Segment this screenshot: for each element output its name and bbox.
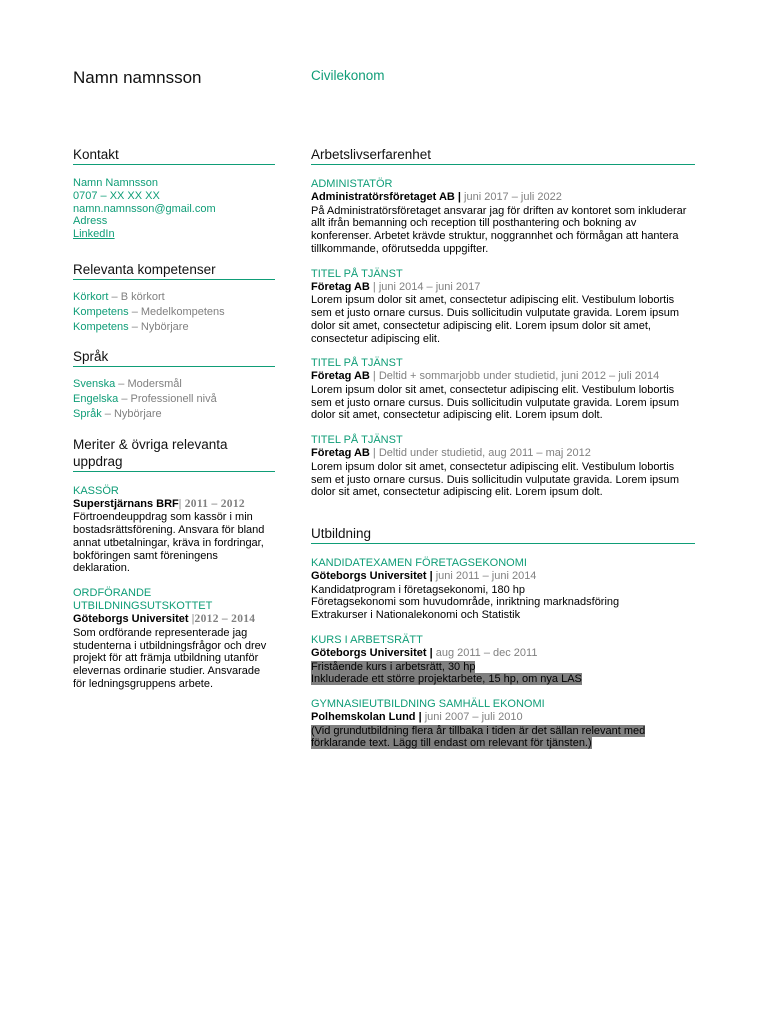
job-org-line: Administratörsföretaget AB | juni 2017 – juli 2022 <box>311 191 562 203</box>
languages-heading: Språk <box>73 348 275 367</box>
experience-heading: Arbetslivserfarenhet <box>311 146 695 165</box>
education-line: Inkluderade ett större projektarbete, 15 hp, om nya LAS <box>311 673 582 686</box>
job-entry <box>311 357 695 422</box>
education-title: KURS I ARBETSRÄTT <box>311 634 423 647</box>
education-entry <box>311 634 695 686</box>
job-entry <box>311 268 695 346</box>
merit-org-line: Göteborgs Universitet |2012 – 2014 <box>73 613 256 626</box>
skill-item: Körkort – B körkort <box>73 290 165 303</box>
education-section <box>311 525 695 750</box>
skills-section <box>73 261 275 334</box>
person-name: Namn namnsson <box>73 68 202 87</box>
education-title: GYMNASIEUTBILDNING SAMHÄLL EKONOMI <box>311 698 545 711</box>
merits-section <box>73 436 275 691</box>
contact-name: Namn Namnsson <box>73 177 158 189</box>
education-entry <box>311 698 695 750</box>
job-title: TITEL PÅ TJÄNST <box>311 434 403 447</box>
education-entry <box>311 557 695 622</box>
contact-section <box>73 146 275 241</box>
skills-heading: Relevanta kompetenser <box>73 261 275 280</box>
job-entry <box>311 178 695 256</box>
job-description: Lorem ipsum dolor sit amet, consectetur adipiscing elit. Vestibulum lobortis sem et justo ornare cursus. Duis sollicitudin vulputate gravida. Lorem ipsum dolor sit amet, consectetur adipiscing elit. Lorem ipsum dolt. <box>311 460 680 499</box>
language-item: Svenska – Modersmål <box>73 378 182 391</box>
skill-item: Kompetens – Nybörjare <box>73 320 189 333</box>
professional-title: Civilekonom <box>311 68 385 83</box>
languages-section <box>73 348 275 421</box>
languages-list <box>73 377 275 421</box>
education-org-line: Polhemskolan Lund | juni 2007 – juli 2010 <box>311 711 523 724</box>
merit-title: KASSÖR <box>73 484 119 497</box>
contact-heading: Kontakt <box>73 146 275 165</box>
education-org-line: Göteborgs Universitet | juni 2011 – juni 2014 <box>311 570 537 583</box>
merit-org-line: Superstjärnans BRF| 2011 – 2012 <box>73 497 245 510</box>
education-line: Företagsekonomi som huvudområde, inriktning marknadsföring <box>311 596 620 609</box>
contact-phone: 0707 – XX XX XX <box>73 189 160 202</box>
merit-entry <box>73 485 275 575</box>
language-item: Engelska – Professionell nivå <box>73 393 217 406</box>
job-title: ADMINISTATÖR <box>311 178 393 190</box>
job-org-line: Företag AB | juni 2014 – juni 2017 <box>311 280 481 293</box>
skills-list <box>73 290 275 334</box>
merits-heading: Meriter & övriga relevanta uppdrag <box>73 436 275 472</box>
job-org-line: Företag AB | Deltid under studietid, aug 2011 – maj 2012 <box>311 447 591 460</box>
contact-email: namn.namnsson@gmail.com <box>73 202 216 215</box>
left-column <box>73 146 275 691</box>
job-org-line: Företag AB | Deltid + sommarjobb under studietid, juni 2012 – juli 2014 <box>311 370 660 383</box>
skill-item: Kompetens – Medelkompetens <box>73 305 225 318</box>
contact-details <box>73 177 275 241</box>
right-column <box>311 146 695 750</box>
job-description: På Administratörsföretaget ansvarar jag för driften av kontoret som inkluderar allt ifrån bemanning och reception till posthantering och bokning av konferenser. Arbetet krävde struktur, noggrannhet och förmågan att hantera tillkommande, oförutsedda uppgifter. <box>311 204 687 255</box>
education-note: (Vid grundutbildning flera år tillbaka i tiden är det sällan relevant med förklarande text. Lägg till endast om relevant för tjänsten.) <box>311 724 646 750</box>
education-org-line: Göteborgs Universitet | aug 2011 – dec 2011 <box>311 647 538 660</box>
job-entry <box>311 434 695 499</box>
merit-description: Som ordförande representerade jag studenterna i utbildningsfrågor och drev projekt för att främja utbildning utanför elevernas ordinarie studier. Ansvarade för ledningsgruppens arbete. <box>73 626 267 690</box>
experience-section <box>311 146 695 499</box>
job-title: TITEL PÅ TJÄNST <box>311 267 403 280</box>
education-title: KANDIDATEXAMEN FÖRETAGSEKONOMI <box>311 557 527 570</box>
merit-title: ORDFÖRANDE UTBILDNINGSUTSKOTTET <box>73 587 213 613</box>
job-description: Lorem ipsum dolor sit amet, consectetur adipiscing elit. Vestibulum lobortis sem et justo ornare cursus. Duis sollicitudin vulputate gravida. Lorem ipsum dolor sit amet, consectetur adipiscing elit. Lorem ipsum dolor sit amet, consectetur adipiscing elit. <box>311 294 680 345</box>
merit-description: Förtroendeuppdrag som kassör i min bostadsrättsförening. Ansvara för bland annat utbetalningar, kräva in fordringar, bokföringen samt föreningens deklaration. <box>73 511 265 575</box>
education-line: Fristående kurs i arbetsrätt, 30 hp <box>311 660 476 673</box>
education-line: Kandidatprogram i företagsekonomi, 180 hp <box>311 583 526 596</box>
language-item: Språk – Nybörjare <box>73 407 162 420</box>
linkedin-link[interactable]: LinkedIn <box>73 228 115 241</box>
job-description: Lorem ipsum dolor sit amet, consectetur adipiscing elit. Vestibulum lobortis sem et justo ornare cursus. Duis sollicitudin vulputate gravida. Lorem ipsum dolor sit amet, consectetur adipiscing elit. Lorem ipsum dolt. <box>311 383 680 422</box>
education-line: Extrakurser i Nationalekonomi och Statistik <box>311 609 521 622</box>
merit-entry <box>73 587 275 690</box>
education-heading: Utbildning <box>311 525 695 544</box>
contact-address: Adress <box>73 215 108 228</box>
job-title: TITEL PÅ TJÄNST <box>311 357 403 370</box>
